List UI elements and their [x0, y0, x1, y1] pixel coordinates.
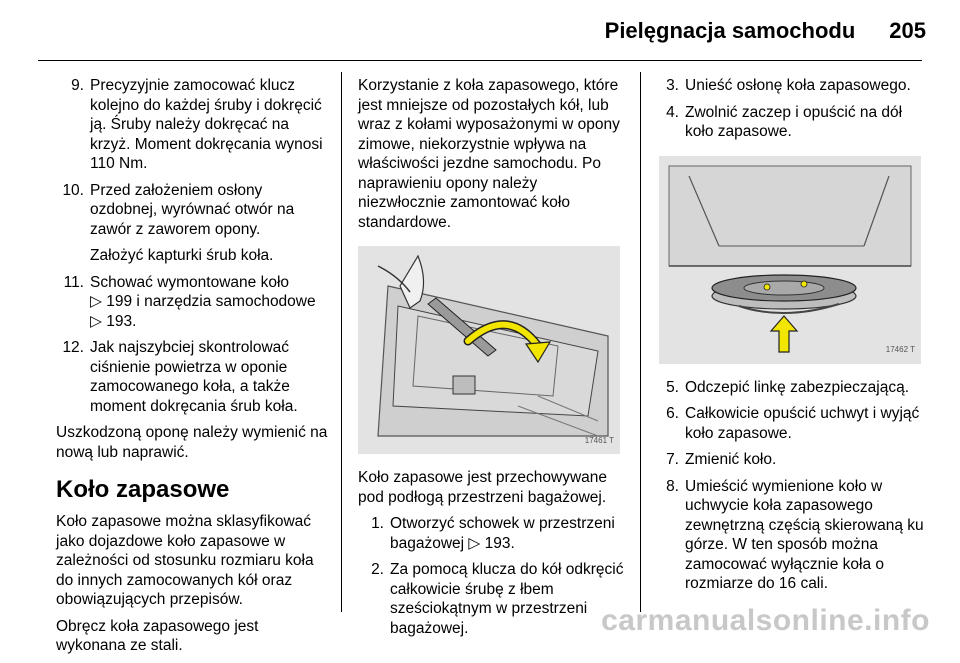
item-text: Unieść osłonę koła zapasowego.: [685, 77, 911, 94]
item-subtext: Założyć kapturki śrub koła.: [90, 247, 274, 264]
figure-code: 17461 T: [584, 435, 614, 445]
item-number: 8.: [666, 477, 679, 495]
figure-code: 17462 T: [885, 345, 915, 354]
page-ref-icon[interactable]: ▷: [90, 312, 102, 330]
column-3: [663, 76, 925, 601]
item-text: Umieścić wymienione koło w uchwycie koła zapasowego zewnętrzną częścią skierowaną ku górze. W ten sposób można zamocować wyłącznie koła o rozmiarze do 16 cali.: [685, 477, 924, 592]
list-item: [663, 477, 925, 594]
item-text: [384, 514, 626, 553]
paragraph: Uszkodzoną oponę należy wymienić na nową lub naprawić.: [56, 424, 328, 461]
item-number: 12.: [62, 339, 84, 356]
list-item: [663, 404, 925, 443]
item-number: 2.: [371, 561, 384, 578]
item-text: [84, 273, 328, 332]
trunk-floor-illustration: [358, 246, 620, 454]
item-number: 10.: [62, 181, 84, 199]
item-number: 1.: [371, 515, 384, 532]
list-item: [358, 514, 626, 553]
item-text-line: Otworzyć schowek w przestrzeni bagażowej: [390, 515, 615, 552]
column-2: [358, 76, 626, 645]
list-item: [58, 181, 328, 240]
list-item: [58, 273, 328, 332]
paragraph: Koło zapasowe jest przechowywane pod podłogą przestrzeni bagażowej.: [358, 469, 607, 506]
page-ref-icon[interactable]: ▷: [468, 534, 481, 552]
item-number: 9.: [71, 77, 84, 94]
page-ref-text: 199 i narzędzia samochodowe: [106, 293, 316, 310]
item-text: Zwolnić zaczep i opuścić na dół koło zapasowe.: [685, 103, 903, 140]
item-text: Przed założeniem osłony ozdobnej, wyrównać otwór na zawór z zaworem opony.: [90, 181, 295, 238]
list-item: [358, 560, 626, 638]
item-number: 11.: [63, 273, 84, 291]
section-heading: Koło zapasowe: [56, 476, 230, 503]
item-number: 5.: [666, 378, 679, 396]
paragraph: Obręcz koła zapasowego jest wykonana ze stali.: [56, 617, 259, 654]
spare-wheel-figure: [659, 156, 921, 364]
page-ref-text: 193.: [106, 312, 137, 330]
item-number: 4.: [666, 103, 679, 121]
page-title: Pielęgnacja samochodu: [604, 18, 856, 43]
column-divider-2: [640, 72, 641, 612]
item-number: 6.: [666, 405, 679, 422]
list-item: [58, 76, 328, 174]
column-1: [58, 76, 328, 663]
paragraph: Koło zapasowe można sklasyfikować jako dojazdowe koło zapasowe w zależności od stosunku rozmiaru koła do innych zamocowanych kół oraz obowiązujących przepisów.: [56, 513, 314, 608]
item-text: Jak najszybciej skontrolować ciśnienie powietrza w oponie zamocowanego koła, a także moment dokręcania śrub koła.: [90, 339, 298, 415]
watermark: carmanualsonline.info: [601, 604, 930, 637]
item-number: 7.: [666, 451, 679, 468]
list-item: [663, 103, 925, 142]
list-item: [663, 378, 925, 398]
trunk-floor-figure: [358, 246, 620, 454]
list-item: [663, 76, 925, 96]
spare-wheel-illustration: [659, 156, 921, 364]
list-item: [58, 338, 328, 416]
item-text: Całkowicie opuścić uchwyt i wyjąć koło zapasowe.: [685, 405, 920, 442]
paragraph: Korzystanie z koła zapasowego, które jest mniejsze od pozostałych kół, lub wraz z kołami wyposażonymi w opony zimowe, niekorzystnie wpływa na właściwości jezdne samochodu. Po naprawieniu opony należy niezwłocznie zamontować koło standardowe.: [358, 77, 620, 231]
page-number: 205: [889, 18, 926, 43]
item-text: Odczepić linkę zabezpieczającą.: [685, 378, 910, 396]
column-divider-1: [341, 72, 342, 612]
item-text: Zmienić koło.: [685, 451, 777, 468]
item-text: Precyzyjnie zamocować klucz kolejno do każdej śruby i dokręcić ją. Śruby należy dokręcać na krzyż. Moment dokręcania wynosi 110 Nm.: [90, 77, 323, 172]
item-text: Za pomocą klucza do kół odkręcić całkowicie śrubę z łbem sześciokątnym w przestrzeni bagażowej.: [390, 561, 624, 637]
item-number: 3.: [666, 77, 679, 94]
page-ref-text: 193.: [484, 534, 515, 552]
page-header: [605, 18, 926, 44]
page-ref-icon[interactable]: ▷: [90, 293, 102, 310]
item-text-line: Schować wymontowane koło: [90, 273, 290, 291]
header-rule: [38, 60, 922, 61]
list-item: [663, 450, 925, 470]
